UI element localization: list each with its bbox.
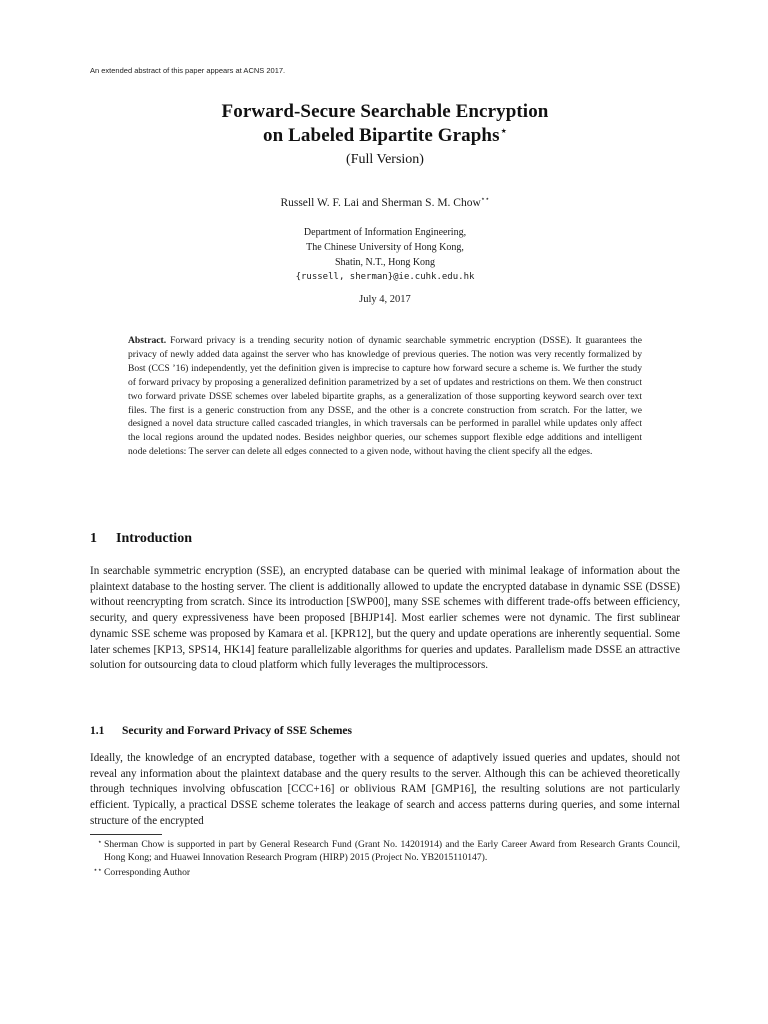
footnote-text: Corresponding Author [104,866,191,878]
footnotes [90,838,680,879]
running-note: An extended abstract of this paper appears at ACNS 2017. [90,66,286,75]
author-email: {russell, sherman}@ie.cuhk.edu.hk [295,272,475,282]
affiliation-line-1: Department of Information Engineering, [303,227,467,238]
footnote-divider [90,834,162,835]
affiliation-line-2: The Chinese University of Hong Kong, [306,242,464,253]
paper-title-line-2-text: on Labeled Bipartite Graphs [263,125,500,146]
section-title: Introduction [116,531,192,546]
subsection-heading-security [90,725,352,737]
abstract-label: Abstract. [128,335,167,346]
subsection-title: Security and Forward Privacy of SSE Schemes [122,725,352,737]
paper-subtitle: (Full Version) [346,152,424,167]
footnote-funding [90,838,680,865]
affiliation-line-3: Shatin, N.T., Hong Kong [334,257,436,268]
footnote-corresponding [90,866,680,879]
footnote-text: Sherman Chow is supported in part by General Research Fund (Grant No. 14201914) and the Early Career Award from Research Grants Council, Hong Kong; and Huawei Innovation Research Program (HIRP) 2015 (Project No. YB2015110147). [104,839,680,864]
author-line [90,197,680,209]
title-block [90,100,680,168]
abstract-text: Forward privacy is a trending security notion of dynamic searchable symmetric encryption (DSSE). It guarantees the privacy of newly added data against the server who has knowledge of previous queries. The notion was very recently formalized by Bost (CCS ’16) independently, yet the definition given is imprecise to capture how forward secure a scheme is. We further the study of forward privacy by proposing a generalized definition parametrized by a set of updates and restrictions on them. We then construct two forward private DSSE schemes over labeled bipartite graphs, as a generalization of those supporting keyword search over text files. The first is a generic construction from any DSSE, and the other is a concrete construction from scratch. For the latter, we designed a novel data structure called cascaded triangles, in which traversals can be performed in parallel while updates only affect the local regions around the updated nodes. Besides neighbor queries, our schemes support flexible edge additions and intelligent node deletions: The server can delete all edges connected to a given node, without having the client specify all the edges. [128,335,642,458]
paper-title-line-2 [90,124,680,148]
footnote-mark: ⋆ [97,838,102,846]
section-number: 1 [90,531,97,546]
security-paragraph: Ideally, the knowledge of an encrypted database, together with a sequence of adaptively issued queries and updates, should not reveal any information about the plaintext database and the query results to the server. Although this can be achieved theoretically through techniques involving obfuscation [CCC+16] or oblivious RAM [GMP16], the resulting solutions are not particularly efficient. Typically, a practical DSSE scheme tolerates the leakage of search and access patterns during queries, and some internal structure of the encrypted [90,752,680,827]
author-names: Russell W. F. Lai and Sherman S. M. Chow [280,197,481,209]
abstract [128,334,642,459]
footnote-mark: ⋆⋆ [93,865,102,874]
corresponding-author-mark: ⋆⋆ [480,195,490,204]
paper-title-line-1: Forward-Secure Searchable Encryption [221,101,549,122]
subsection-number: 1.1 [90,725,105,737]
title-footnote-mark: ⋆ [500,125,507,137]
section-heading-introduction [90,531,192,547]
introduction-paragraph: In searchable symmetric encryption (SSE), an encrypted database can be queried with minimal leakage of information about the plaintext database to the hosting server. The client is additionally allowed to update the encrypted database in dynamic SSE (DSSE) without reencrypting from scratch. Since its introduction [SWP00], many SSE schemes with different trade-offs between efficiency, security, and query expressiveness have been proposed [BHJP14]. Most earlier schemes were not dynamic. The first sublinear dynamic SSE scheme was proposed by Kamara et al. [KPR12], but the query and update operations are inherently sequential. Some later schemes [KP13, SPS14, HK14] feature parallelizable algorithms for queries and updates. Parallelism made DSSE an attractive solution for outsourcing data to cloud platform which fully leverages the multiprocessors. [90,565,680,672]
paper-date: July 4, 2017 [359,294,411,305]
affiliation-block [90,225,680,285]
